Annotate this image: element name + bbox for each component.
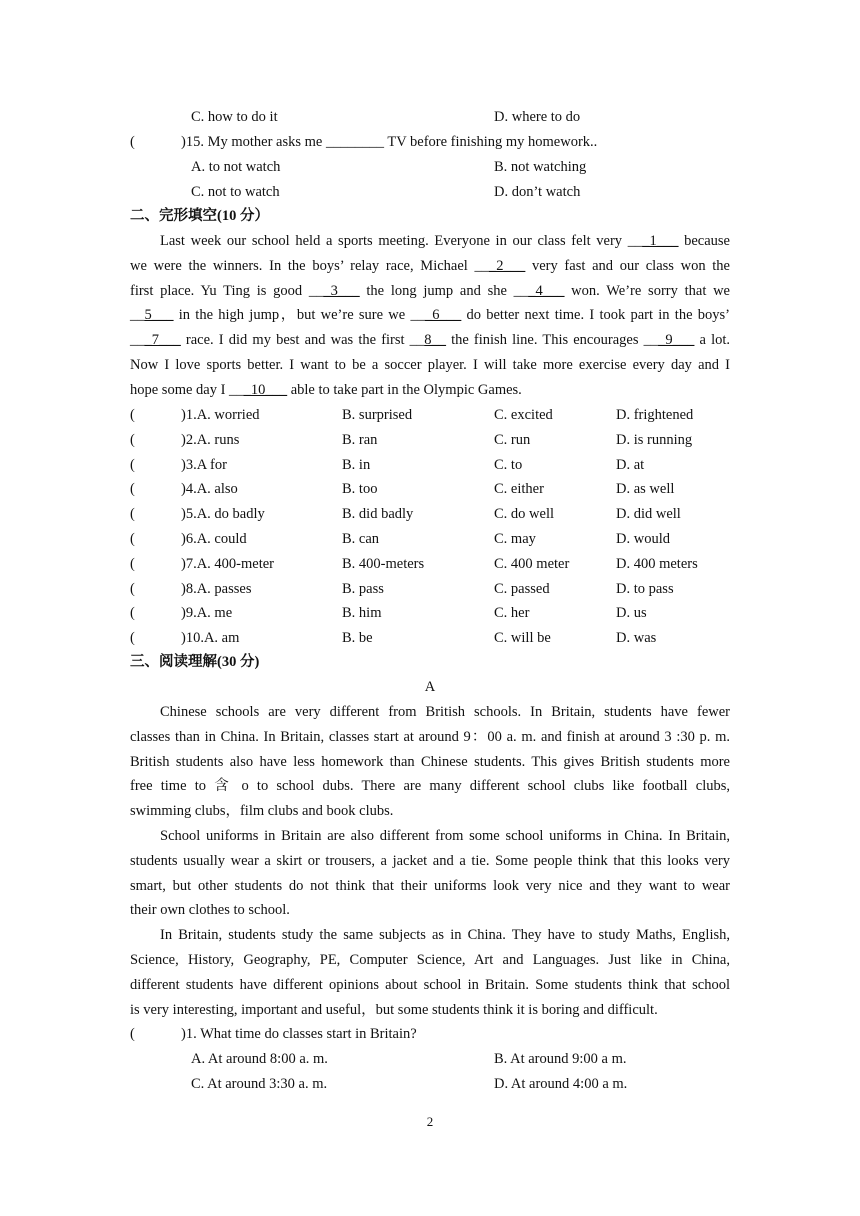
answer-paren: ( — [130, 431, 135, 448]
reading-passage-line: In Britain, students study the same subjects as in China. They have to study Maths, English, — [160, 927, 730, 944]
question-stem: )5.A. do badly — [181, 506, 265, 523]
cloze-text: we were the winners. In the boys’ relay race, Michael __ — [130, 257, 490, 274]
answer-paren: ( — [130, 456, 135, 473]
option-d: D. at — [616, 456, 645, 473]
cloze-blank: 5___ — [144, 307, 174, 324]
cloze-question-row — [130, 554, 730, 574]
page-number: 2 — [426, 1114, 434, 1129]
cloze-text: because — [678, 233, 730, 249]
cloze-text: the finish line. This encourages __ — [445, 332, 659, 349]
cloze-passage-line — [130, 305, 730, 325]
option-d: D. is running — [616, 431, 693, 448]
cloze-question-row — [130, 579, 730, 599]
option-c: C. excited — [494, 407, 553, 423]
option-c: C. passed — [494, 580, 550, 597]
option-c: C. her — [494, 605, 530, 622]
cloze-blank: 8__ — [424, 332, 446, 349]
option-c: C. to — [494, 456, 523, 473]
reading-passage-line: smart, but other students do not think that their uniforms look very nice and they want to wear — [130, 877, 730, 894]
option-a: A. At around 8:00 a. m. — [191, 1051, 328, 1067]
cloze-question-row — [130, 405, 730, 425]
option-d: D. 400 meters — [616, 555, 698, 572]
question-stem: )2.A. runs — [181, 431, 240, 448]
option-d: D. as well — [616, 481, 675, 498]
option-b: B. be — [342, 630, 373, 647]
cloze-text: hope some day I __ — [130, 381, 244, 398]
reading-passage-line: Chinese schools are very different from British schools. In Britain, students have fewer — [160, 704, 730, 720]
option-b: B. not watching — [494, 159, 587, 175]
cloze-text: in the high jump，but we’re sure we __ — [173, 307, 425, 324]
cloze-text: Last week our school held a sports meeting. Everyone in our class felt very __ — [160, 233, 643, 249]
cloze-blank: _9___ — [658, 332, 695, 349]
answer-paren: ( — [130, 580, 135, 597]
answer-paren: ( — [130, 630, 135, 647]
answer-paren: ( — [130, 407, 135, 423]
option-c: C. may — [494, 531, 536, 547]
reading-passage-line: different students have different opinions about school in Britain. Some students think that school — [130, 976, 730, 993]
cloze-text: able to take part in the Olympic Games. — [287, 381, 522, 398]
question-stem: )7.A. 400-meter — [181, 555, 275, 572]
option-b: B. ran — [342, 431, 378, 448]
option-b: B. pass — [342, 580, 384, 597]
option-b: B. too — [342, 481, 378, 498]
reading-passage-line: British students also have less homework than Chinese students. This gives British students more — [130, 753, 730, 770]
option-c: C. not to watch — [191, 184, 280, 200]
option-b: B. surprised — [342, 407, 413, 423]
answer-paren: ( — [130, 605, 135, 622]
answer-paren: ( — [130, 506, 135, 523]
question-stem: )8.A. passes — [181, 580, 252, 597]
cloze-text: won. We’re sorry that we — [564, 282, 730, 299]
option-d: D. At around 4:00 a m. — [494, 1076, 628, 1092]
option-b: B. can — [342, 531, 380, 547]
option-d: D. did well — [616, 506, 681, 523]
cloze-passage-line — [130, 231, 730, 251]
option-d: D. don’t watch — [494, 184, 581, 200]
reading-passage-line: is very interesting, important and useful，but some students think it is boring and difficult. — [130, 1001, 658, 1018]
reading-q1-options-cd — [130, 1074, 730, 1094]
cloze-passage-line — [130, 380, 730, 400]
option-c: C. 400 meter — [494, 555, 570, 572]
option-b: B. At around 9:00 a m. — [494, 1051, 627, 1067]
cloze-question-row — [130, 628, 730, 648]
cloze-passage-line — [130, 355, 730, 375]
answer-paren: ( — [130, 1026, 135, 1042]
option-c: C. do well — [494, 506, 555, 523]
reading-passage-line: swimming clubs，film clubs and book clubs. — [130, 803, 394, 820]
cloze-blank: _10___ — [243, 381, 288, 398]
cloze-passage-line — [130, 281, 730, 301]
question-stem: )3.A for — [181, 456, 227, 473]
cloze-blank: _3___ — [323, 282, 360, 299]
cloze-blank: _6___ — [424, 307, 462, 324]
option-d: D. was — [616, 630, 657, 647]
answer-paren: ( — [130, 555, 135, 572]
q15-options-cd — [130, 182, 730, 202]
cloze-text: the long jump and she __ — [359, 282, 529, 299]
cloze-question-row — [130, 504, 730, 524]
option-b: B. in — [342, 456, 371, 473]
reading-passage-line: Science, History, Geography, PE, Computer Science, Art and Languages. Just like in China, — [130, 952, 730, 968]
reading-passage-line: free time to 含 o to school dubs. There are many different school clubs like football clubs, — [130, 778, 730, 795]
passage-title: A — [424, 679, 436, 695]
option-d: D. us — [616, 605, 647, 622]
cloze-question-row — [130, 430, 730, 450]
question-15 — [130, 132, 730, 152]
reading-passage-line: classes than in China. In Britain, classes start at around 9：00 a. m. and finish at around 3 :30 p. m. — [130, 728, 730, 745]
question-stem: )9.A. me — [181, 605, 233, 622]
cloze-text: race. I did my best and was the first __ — [180, 332, 425, 349]
option-b: B. did badly — [342, 506, 414, 523]
cloze-text: __ — [130, 332, 145, 349]
reading-passage-line: students usually wear a skirt or trousers, a jacket and a tie. Some people think that this looks very — [130, 852, 730, 869]
answer-paren: ( — [130, 134, 135, 150]
question-stem: )15. My mother asks me ________ TV before finishing my homework.. — [181, 134, 598, 150]
reading-passage-line: School uniforms in Britain are also different from some school uniforms in China. In Britain, — [160, 828, 730, 844]
option-b: B. him — [342, 605, 382, 622]
option-b: B. 400-meters — [342, 555, 425, 572]
section-heading-cloze: 二、完形填空(10 分） — [130, 208, 269, 224]
cloze-text: first place. Yu Ting is good __ — [130, 282, 324, 299]
q15-options-ab — [130, 157, 730, 177]
question-stem: )1. What time do classes start in Britain? — [181, 1026, 417, 1042]
question-stem: )6.A. could — [181, 531, 247, 547]
option-c: C. how to do it — [191, 109, 278, 125]
cloze-text: Now I love sports better. I want to be a soccer player. I will take more exercise every day and I — [130, 357, 730, 373]
option-c: C. At around 3:30 a. m. — [191, 1076, 328, 1092]
section-heading-reading: 三、阅读理解(30 分) — [130, 654, 260, 670]
cloze-question-row — [130, 603, 730, 623]
cloze-question-row — [130, 529, 730, 549]
option-d: D. frightened — [616, 407, 694, 423]
cloze-text: do better next time. I took part in the boys’ — [461, 307, 730, 324]
cloze-blank: _4___ — [528, 282, 565, 299]
cloze-passage-line — [130, 256, 730, 276]
cloze-passage-line — [130, 330, 730, 350]
option-c: C. either — [494, 481, 544, 498]
cloze-text: a lot. — [694, 332, 731, 349]
option-a: A. to not watch — [191, 159, 281, 175]
reading-question-1 — [130, 1024, 730, 1044]
reading-q1-options-ab — [130, 1049, 730, 1069]
cloze-text: very fast and our class won the — [525, 257, 730, 274]
answer-paren: ( — [130, 481, 135, 498]
reading-passage-line: their own clothes to school. — [130, 902, 290, 919]
cloze-question-row — [130, 455, 730, 475]
option-d: D. where to do — [494, 109, 581, 125]
cloze-blank: _7___ — [144, 332, 181, 349]
cloze-text: __ — [130, 307, 145, 324]
option-d: D. would — [616, 531, 670, 547]
q14-options-cd — [130, 107, 730, 127]
option-c: C. run — [494, 431, 531, 448]
question-stem: )4.A. also — [181, 481, 238, 498]
option-d: D. to pass — [616, 580, 674, 597]
question-stem: )10.A. am — [181, 630, 240, 647]
cloze-question-row — [130, 479, 730, 499]
question-stem: )1.A. worried — [181, 407, 260, 423]
cloze-blank: _1___ — [642, 233, 679, 249]
cloze-blank: _2___ — [489, 257, 526, 274]
option-c: C. will be — [494, 630, 551, 647]
answer-paren: ( — [130, 531, 135, 547]
